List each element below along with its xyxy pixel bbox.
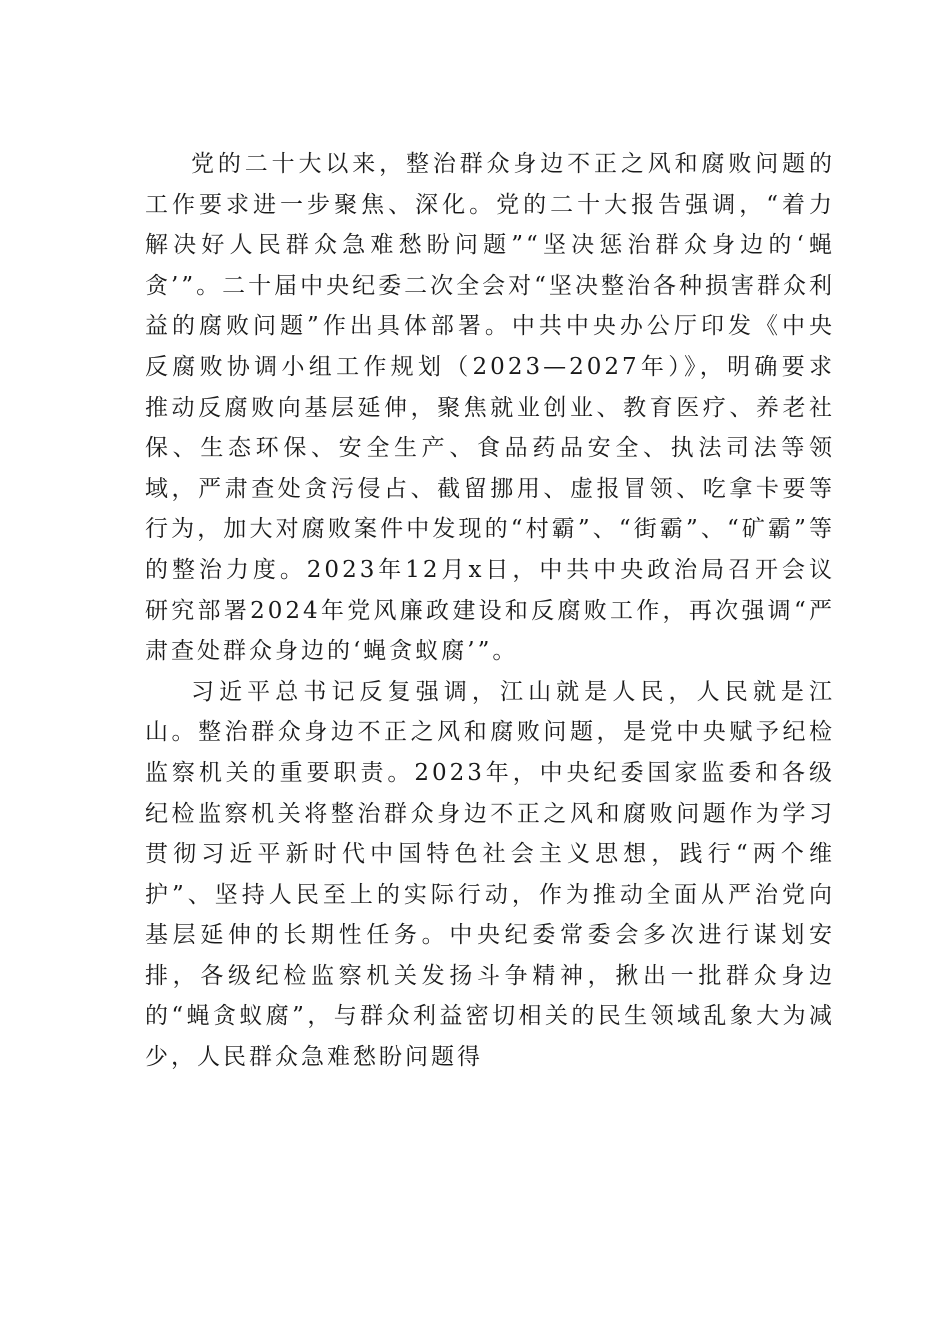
document-page — [145, 144, 835, 1078]
paragraph-2: 习近平总书记反复强调，江山就是人民，人民就是江山。整治群众身边不正之风和腐败问题，是党中央赋予纪检监察机关的重要职责。2023年，中央纪委国家监委和各级纪检监察机关将整治群众身边不正之风和腐败问题作为学习贯彻习近平新时代中国特色社会主义思想，践行“两个维护”、坚持人民至上的实际行动，作为推动全面从严治党向基层延伸的长期性任务。中央纪委常委会多次进行谋划安排，各级纪检监察机关发扬斗争精神，揪出一批群众身边的“蝇贪蚁腐”，与群众利益密切相关的民生领域乱象大为减少，人民群众急难愁盼问题得 — [145, 678, 835, 1071]
paragraph-1: 党的二十大以来，整治群众身边不正之风和腐败问题的工作要求进一步聚焦、深化。党的二十大报告强调，“着力解决好人民群众急难愁盼问题”“坚决惩治群众身边的‘蝇贪’”。二十届中央纪委二次全会对“坚决整治各种损害群众利益的腐败问题”作出具体部署。中共中央办公厅印发《中央反腐败协调小组工作规划（2023—2027年）》，明确要求推动反腐败向基层延伸，聚焦就业创业、教育医疗、养老社保、生态环保、安全生产、食品药品安全、执法司法等领域，严肃查处贪污侵占、截留挪用、虚报冒领、吃拿卡要等行为，加大对腐败案件中发现的“村霸”、“街霸”、“矿霸”等的整治力度。2023年12月x日，中共中央政治局召开会议研究部署2024年党风廉政建设和反腐败工作，再次强调“严肃查处群众身边的‘蝇贪蚁腐’”。 — [145, 151, 835, 665]
